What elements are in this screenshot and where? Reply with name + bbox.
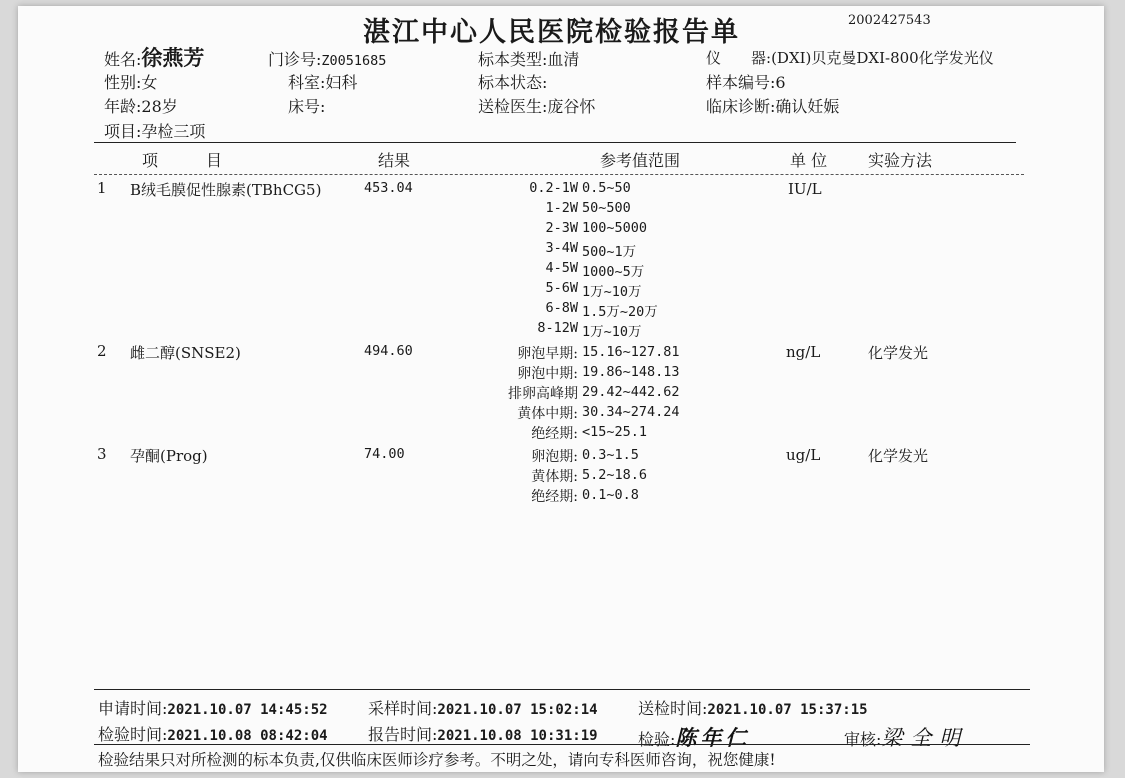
ref-label: 3-4W: [545, 240, 578, 256]
ref-value: 0.5~50: [582, 180, 631, 196]
test-time-value: 2021.10.08 08:42:04: [167, 728, 328, 744]
sample-no-value: 6: [775, 73, 786, 92]
sample-type-value: 血清: [547, 50, 580, 69]
sex-field: [104, 70, 157, 93]
ref-label: 绝经期:: [531, 426, 578, 442]
row-number: 1: [97, 179, 107, 197]
dept-label: 科室:: [288, 73, 326, 92]
row-method: 化学发光: [868, 344, 929, 362]
tester-label: 检验:: [638, 730, 676, 749]
row-number: 3: [97, 445, 107, 463]
apply-time-field: [98, 696, 328, 719]
row-unit: ug/L: [786, 446, 821, 464]
ref-value: 100~5000: [582, 220, 648, 236]
row-result: 453.04: [364, 180, 413, 196]
disclaimer: 检验结果只对所检测的标本负责,仅供临床医师诊疗参考。不明之处，请向专科医师咨询，祝您健康!: [98, 751, 776, 769]
header-divider: [94, 142, 1016, 143]
test-time-label: 检验时间:: [98, 725, 168, 744]
reviewer-field: [844, 722, 968, 752]
reviewer-label: 审核:: [844, 730, 882, 749]
age-field: [104, 94, 178, 117]
ref-label: 绝经期:: [531, 489, 578, 505]
col-result: 结果: [378, 151, 411, 170]
apply-time-label: 申请时间:: [98, 699, 168, 718]
col-method: 实验方法: [868, 151, 933, 170]
sample-state-field: [478, 70, 547, 93]
row-unit: ng/L: [786, 343, 821, 361]
instrument-value: (DXI)贝克曼DXI-800化学发光仪: [771, 49, 994, 67]
ref-value: 15.16~127.81: [582, 344, 680, 360]
name-field: [104, 42, 204, 72]
ref-label: 黄体期:: [531, 469, 578, 485]
clinic-value: Z0051685: [321, 53, 387, 69]
diagnosis-value: 确认妊娠: [775, 97, 840, 116]
report-time-field: [368, 722, 598, 745]
footer-divider-top: [94, 689, 1030, 690]
name-label: 姓名:: [104, 50, 142, 69]
send-time-field: [638, 696, 868, 719]
doctor-value: 庞谷怀: [547, 97, 596, 116]
ref-value: 0.3~1.5: [582, 447, 639, 463]
item-field: [104, 119, 205, 142]
ref-value: 1万~10万: [582, 284, 642, 300]
ref-value: 50~500: [582, 200, 631, 216]
ref-label: 2-3W: [545, 220, 578, 236]
row-test-name: 孕酮(Prog): [130, 447, 208, 465]
collect-time-field: [368, 696, 598, 719]
ref-value: <15~25.1: [582, 424, 648, 440]
diagnosis-field: [706, 94, 839, 117]
ref-value: 0.1~0.8: [582, 487, 639, 503]
ref-label: 卵泡早期:: [517, 346, 578, 362]
report-title: 湛江中心人民医院检验报告单: [363, 17, 740, 48]
report-time-label: 报告时间:: [368, 725, 438, 744]
ref-value: 1万~10万: [582, 324, 642, 340]
doctor-field: [478, 94, 595, 117]
bed-label: 床号:: [288, 97, 326, 116]
diagnosis-label: 临床诊断:: [706, 97, 776, 116]
patient-name: 徐燕芳: [141, 45, 205, 70]
ref-label: 6-8W: [545, 300, 578, 316]
sample-type-field: [478, 47, 579, 70]
doctor-label: 送检医生:: [478, 97, 548, 116]
ref-value: 19.86~148.13: [582, 364, 680, 380]
send-time-label: 送检时间:: [638, 699, 708, 718]
reviewer-signature: 梁全明: [881, 726, 969, 750]
report-sheet: [18, 6, 1104, 772]
ref-value: 29.42~442.62: [582, 384, 680, 400]
report-time-value: 2021.10.08 10:31:19: [437, 728, 598, 744]
row-result: 74.00: [364, 446, 405, 462]
item-label: 项目:: [104, 122, 142, 141]
age-value: 28岁: [141, 97, 178, 116]
item-value: 孕检三项: [141, 122, 206, 141]
col-reference: 参考值范围: [600, 151, 681, 170]
collect-time-value: 2021.10.07 15:02:14: [437, 702, 598, 718]
row-method: 化学发光: [868, 447, 929, 465]
dept-field: [288, 70, 357, 93]
ref-value: 1.5万~20万: [582, 304, 658, 320]
tester-signature: 陈年仁: [675, 725, 751, 750]
footer-divider-bottom: [94, 744, 1030, 745]
row-result: 494.60: [364, 343, 413, 359]
ref-label: 5-6W: [545, 280, 578, 296]
clinic-field: [268, 47, 386, 70]
bed-field: [288, 94, 325, 117]
ref-label: 黄体中期:: [517, 406, 578, 422]
col-item: 项 目: [142, 151, 223, 170]
sample-state-label: 标本状态:: [478, 73, 548, 92]
row-number: 2: [97, 342, 107, 360]
dept-value: 妇科: [325, 73, 358, 92]
ref-value: 500~1万: [582, 244, 637, 260]
sample-type-label: 标本类型:: [478, 50, 548, 69]
ref-value: 30.34~274.24: [582, 404, 680, 420]
apply-time-value: 2021.10.07 14:45:52: [167, 702, 328, 718]
collect-time-label: 采样时间:: [368, 699, 438, 718]
ref-label: 4-5W: [545, 260, 578, 276]
ref-label: 8-12W: [537, 320, 578, 336]
send-time-value: 2021.10.07 15:37:15: [707, 702, 868, 718]
sex-label: 性别:: [104, 73, 142, 92]
ref-label: 卵泡期:: [531, 449, 578, 465]
sample-no-label: 样本编号:: [706, 73, 776, 92]
ref-label: 排卵高峰期: [508, 386, 578, 402]
row-test-name: 雌二醇(SNSE2): [130, 344, 241, 362]
column-divider: [94, 174, 1024, 175]
row-unit: IU/L: [788, 180, 822, 198]
test-time-field: [98, 722, 328, 745]
age-label: 年龄:: [104, 97, 142, 116]
sample-no-field: [706, 70, 786, 93]
ref-label: 1-2W: [545, 200, 578, 216]
clinic-label: 门诊号:: [268, 50, 322, 69]
ref-value: 1000~5万: [582, 264, 645, 280]
sex-value: 女: [141, 73, 158, 92]
ref-label: 卵泡中期:: [517, 366, 578, 382]
ref-value: 5.2~18.6: [582, 467, 648, 483]
col-unit: 单 位: [790, 151, 828, 170]
instrument-label: 仪 器:: [706, 49, 772, 67]
instrument-field: [706, 47, 994, 68]
ref-label: 0.2-1W: [529, 180, 578, 196]
row-test-name: B绒毛膜促性腺素(TBhCG5): [130, 181, 322, 199]
report-serial: 2002427543: [848, 13, 931, 28]
